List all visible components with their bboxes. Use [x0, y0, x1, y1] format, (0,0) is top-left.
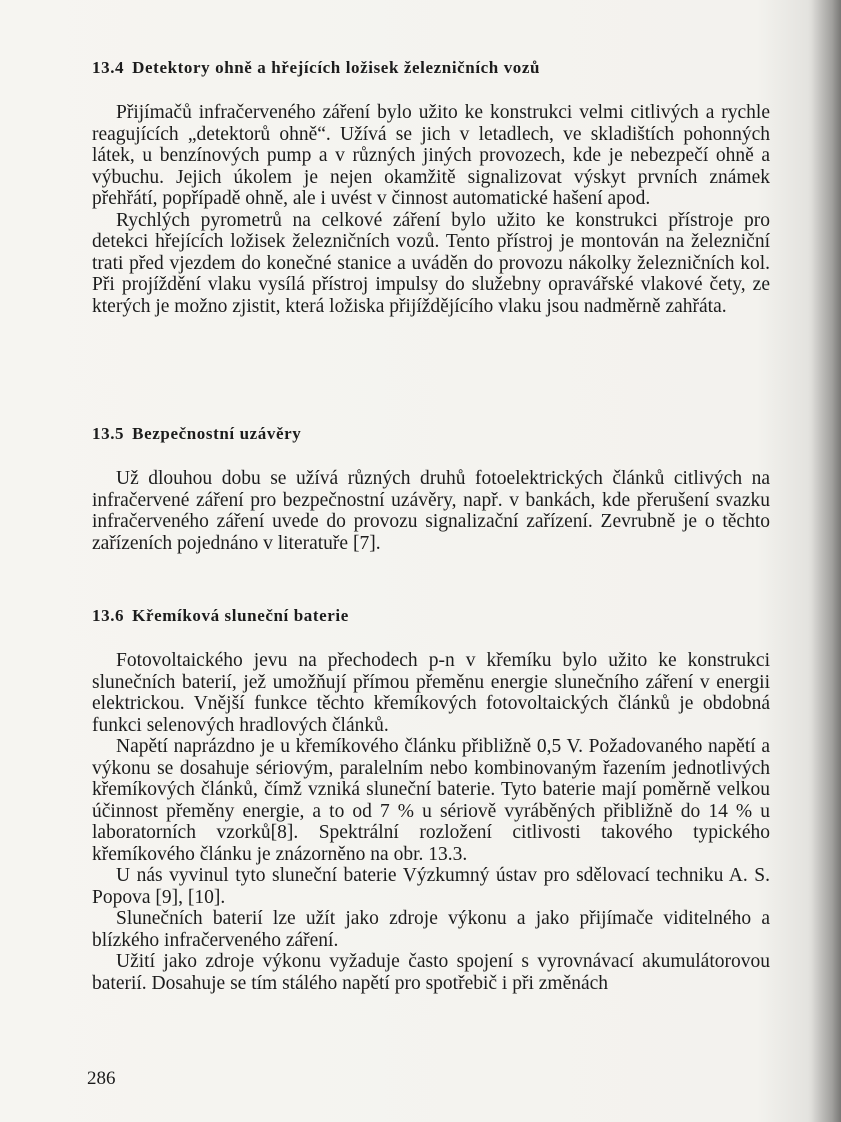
section-heading [92, 606, 770, 626]
section-13-6 [92, 606, 770, 994]
paragraph: Slunečních baterií lze užít jako zdroje výkonu a jako přijímače viditelného a blízkého infračerveného záření. [92, 908, 770, 951]
section-number: 13.5 [92, 424, 125, 443]
section-title: Detektory ohně a hřejících ložisek železničních vozů [132, 58, 541, 77]
section-13-5 [92, 424, 770, 554]
section-number: 13.4 [92, 58, 125, 77]
paragraph: Přijímačů infračerveného záření bylo užito ke konstrukci velmi citlivých a rychle reagujících „detektorů ohně“. Užívá se jich v letadlech, ve skladištích pohonných látek, u benzínových pump a v různých jiných provozech, kde je nebezpečí ohně a výbuchu. Jejich úkolem je nejen okamžitě signalizovat výskyt prvních známek přehřátí, popřípadě ohně, ale i uvést v činnost automatické hašení apod. [92, 102, 770, 209]
paragraph: Napětí naprázdno je u křemíkového článku přibližně 0,5 V. Požadovaného napětí a výkonu se dosahuje sériovým, paralelním nebo kombinovaným řazením jednotlivých křemíkových článků, čímž vzniká sluneční baterie. Tyto baterie mají poměrně velkou účinnost přeměny energie, a to od 7 % u sériově vyráběných přibližně do 14 % u laboratorních vzorků[8]. Spektrální rozložení citlivosti takového typického křemíkového článku je znázorněno na obr. 13.3. [92, 736, 770, 865]
section-title: Křemíková sluneční baterie [132, 606, 349, 625]
paragraph: Fotovoltaického jevu na přechodech p-n v křemíku bylo užito ke konstrukci slunečních baterií, jež umožňují přímou přeměnu energie slunečního záření v energii elektrickou. Vnější funkce těchto křemíkových fotovoltaických článků je obdobná funkci selenových hradlových článků. [92, 650, 770, 736]
paragraph: Rychlých pyrometrů na celkové záření bylo užito ke konstrukci přístroje pro detekci hřejících ložisek železničních vozů. Tento přístroj je montován na železniční trati před vjezdem do konečné stanice a uváděn do provozu nákolky železničních kol. Při projíždění vlaku vysílá přístroj impulsy do služebny opravářské vlakové čety, ze kterých je možno zjistit, která ložiska přijíždějícího vlaku jsou nadměrně zahřáta. [92, 209, 770, 317]
page-number: 286 [87, 1068, 116, 1089]
paragraph: Už dlouhou dobu se užívá různých druhů fotoelektrických článků citlivých na infračervené záření pro bezpečnostní uzávěry, např. v bankách, kde přerušení svazku infračerveného záření uvede do provozu signalizační zařízení. Zevrubně je o těchto zařízeních pojednáno v literatuře [7]. [92, 468, 770, 554]
section-title: Bezpečnostní uzávěry [132, 424, 302, 443]
page-edge-shadow [811, 0, 841, 1122]
section-heading [92, 424, 770, 444]
section-heading [92, 58, 770, 78]
paragraph: Užití jako zdroje výkonu vyžaduje často spojení s vyrovnávací akumulátorovou baterií. Dosahuje se tím stálého napětí pro spotřebič i při změnách [92, 951, 770, 994]
section-number: 13.6 [92, 606, 125, 625]
paragraph: U nás vyvinul tyto sluneční baterie Výzkumný ústav pro sdělovací techniku A. S. Popova [9], [10]. [92, 865, 770, 908]
section-13-4 [92, 58, 770, 317]
